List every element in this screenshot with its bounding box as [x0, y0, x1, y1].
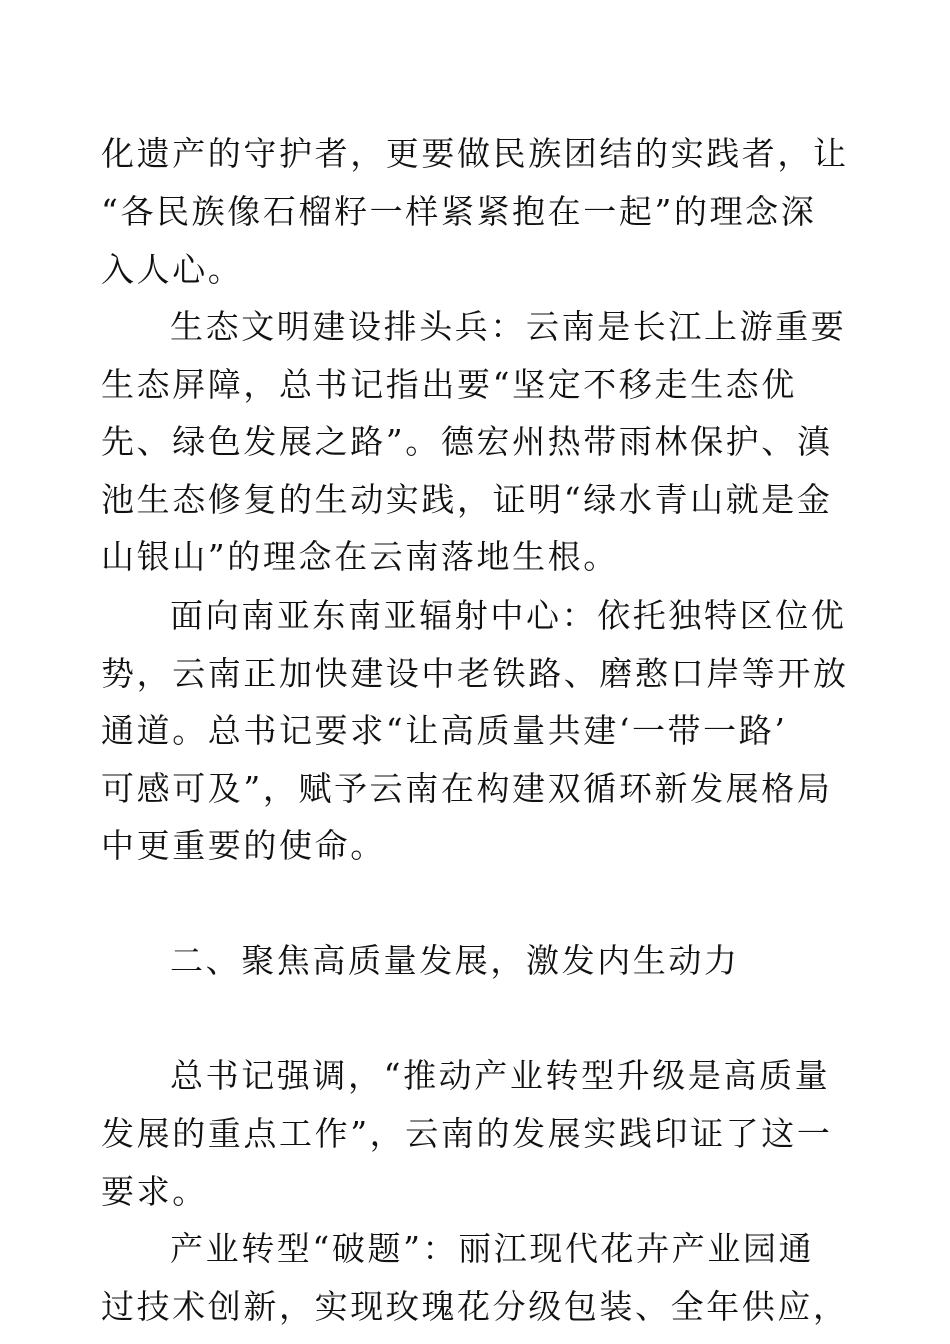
paragraph-line: 要求。: [101, 1172, 208, 1211]
paragraph-line: 生态文明建设排头兵：云南是长江上游重要: [170, 307, 847, 346]
paragraph-line: 山银山”的理念在云南落地生根。: [101, 537, 619, 576]
paragraph-line: 势，云南正加快建设中老铁路、磨憨口岸等开放: [101, 654, 849, 693]
paragraph-line: 化遗产的守护者，更要做民族团结的实践者，让: [101, 134, 849, 173]
paragraph-line: 可感可及”，赋予云南在构建双循环新发展格局: [101, 769, 833, 808]
paragraph-line: 先、绿色发展之路”。德宏州热带雨林保护、滇: [101, 422, 833, 461]
paragraph-line: 生态屏障，总书记指出要“坚定不移走生态优: [101, 365, 797, 404]
paragraph-line: 过技术创新，实现玫瑰花分级包装、全年供应，: [101, 1287, 849, 1326]
paragraph-line: 产业转型“破题”：丽江现代花卉产业园通: [170, 1229, 815, 1268]
paragraph-line: 池生态修复的生动实践，证明“绿水青山就是金: [101, 480, 833, 519]
paragraph-line: 通道。总书记要求“让高质量共建‘一带一路’: [101, 711, 788, 750]
paragraph-line: 入人心。: [101, 250, 244, 289]
paragraph-line: “各民族像石榴籽一样紧紧抱在一起”的理念深: [101, 192, 817, 231]
paragraph-line: 发展的重点工作”，云南的发展实践印证了这一: [101, 1114, 833, 1153]
paragraph-line: 中更重要的使命。: [101, 826, 386, 865]
paragraph-line: 面向南亚东南亚辐射中心：依托独特区位优: [170, 596, 847, 635]
paragraph-line: 总书记强调，“推动产业转型升级是高质量: [170, 1056, 831, 1095]
section-heading: 二、聚焦高质量发展，激发内生动力: [170, 941, 740, 980]
